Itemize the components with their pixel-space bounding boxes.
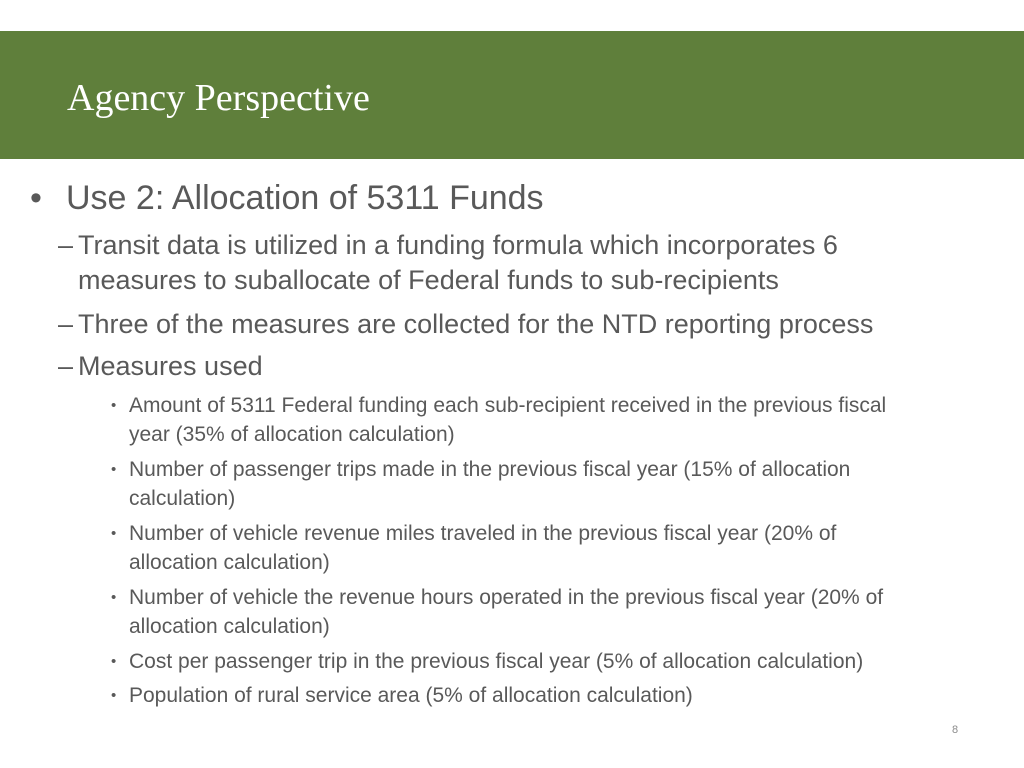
level3-item-line: allocation calculation) [129,615,330,638]
level3-item-line: Number of passenger trips made in the previous fiscal year (15% of allocation [129,458,851,481]
level2-item-line: Three of the measures are collected for the NTD reporting process [78,309,874,339]
level1-heading: Use 2: Allocation of 5311 Funds [66,179,544,217]
page-number: 8 [952,724,959,736]
bullet-icon: • [111,461,117,478]
bullet-icon: • [111,397,117,414]
bullet-icon: • [111,589,117,606]
dash-icon: – [58,230,74,260]
level2-item-line: Transit data is utilized in a funding formula which incorporates 6 [78,230,838,260]
bullet-icon: • [30,179,42,217]
level2-item-line: Measures used [78,351,263,381]
level3-item-line: Cost per passenger trip in the previous fiscal year (5% of allocation calculation) [129,650,864,673]
level2-item-line: measures to suballocate of Federal funds to sub-recipients [78,265,779,295]
bullet-icon: • [111,653,117,670]
dash-icon: – [58,309,74,339]
bullet-icon: • [111,525,117,542]
slide-title: Agency Perspective [67,77,370,119]
dash-icon: – [58,351,74,381]
level3-item-line: Amount of 5311 Federal funding each sub-recipient received in the previous fiscal [129,394,887,417]
bullet-icon: • [111,687,117,704]
level3-item-line: allocation calculation) [129,551,330,574]
level3-item-line: Number of vehicle revenue miles traveled in the previous fiscal year (20% of [129,522,837,545]
level3-item-line: Population of rural service area (5% of allocation calculation) [129,684,693,707]
level3-item-line: calculation) [129,487,236,510]
level3-item-line: year (35% of allocation calculation) [129,423,455,446]
level3-item-line: Number of vehicle the revenue hours operated in the previous fiscal year (20% of [129,586,884,609]
